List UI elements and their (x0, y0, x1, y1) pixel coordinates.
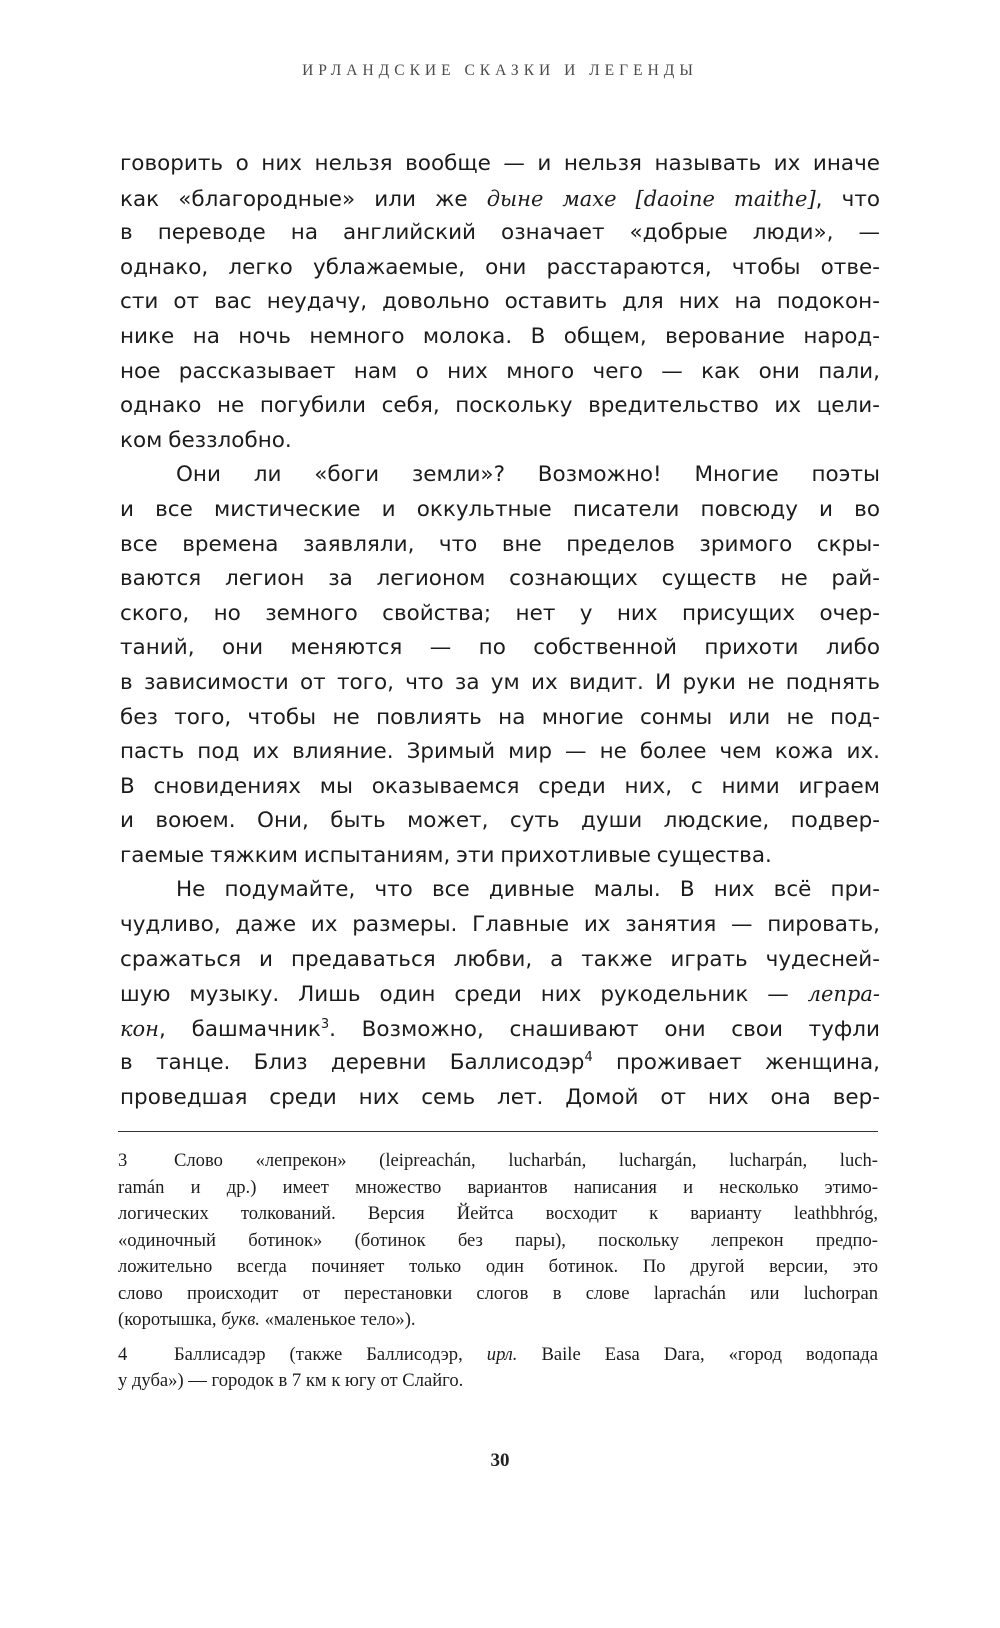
text-line: однако, легко ублажаемые, они расстараются, чтобы отве- (120, 254, 880, 280)
text-line: Не подумайте, что все дивные малы. В них всё при- (176, 877, 880, 903)
text-line: нике на ночь немного молока. В общем, верование народ- (120, 323, 880, 349)
footnote-number: 3 (118, 1150, 128, 1171)
footnote-line: 3 Слово «лепрекон» (leipreachán, lucharbán, luchargán, lucharpán, luch- (118, 1148, 878, 1175)
text-line: в переводе на английский означает «добрые люди», — (120, 220, 880, 246)
text-line: ского, но земного свойства; нет у них присущих очер- (120, 600, 880, 626)
footnote-line: «одиночный ботинок» (ботинок без пары), поскольку лепрекон предпо- (118, 1229, 878, 1251)
footnote-4 (118, 1342, 878, 1395)
text-line: В сновидениях мы оказываемся среди них, с ними играем (120, 773, 880, 799)
text-line: кон, башмачник$^3$. Возможно, снашивают они свои туфли (120, 1016, 880, 1042)
footnote-divider (118, 1131, 878, 1132)
footnote-line: ramán и др.) имеет множество вариантов написания и несколько этимо- (118, 1176, 878, 1198)
text-line: все времена заявляли, что вне пределов зримого скры- (120, 531, 880, 557)
footnote-3 (118, 1148, 878, 1334)
running-head: ИРЛАНДСКИЕ СКАЗКИ И ЛЕГЕНДЫ (302, 62, 698, 79)
main-text (120, 147, 880, 1116)
text-line: говорить о них нельзя вообще — и нельзя называть их иначе (120, 151, 880, 176)
text-line: и все мистические и оккультные писатели повсюду и во (120, 496, 880, 522)
italic-term: ирл. (486, 1343, 518, 1365)
footnote-line: у дуба») — городок в 7 км к югу от Слайго. (118, 1370, 464, 1391)
text-line: пасть под их влияние. Зримый мир — не более чем кожа их. (120, 739, 880, 765)
text-line: гаемые тяжким испытаниям, эти прихотливые существа. (120, 842, 772, 868)
footnote-line: ложительно всегда починяет только один ботинок. По другой версии, это (118, 1256, 878, 1277)
text-line: шую музыку. Лишь один среди них рукодельник — лепра- (120, 982, 880, 1008)
footnote-ref[interactable]: 4 (584, 1050, 593, 1066)
italic-term: лепра- (807, 982, 880, 1007)
footnote-line: (коротышка, букв. «маленькое тело»). (118, 1309, 416, 1330)
footnote-line: 4 Баллисадэр (также Баллисодэр, ирл. Baile Easa Dara, «город водопада (118, 1342, 878, 1369)
text-line: проведшая среди них семь лет. Домой от них она вер- (120, 1085, 880, 1111)
text-line: ком беззлобно. (120, 427, 292, 453)
italic-term: кон (120, 1016, 160, 1041)
footnote-line: слово происходит от перестановки слогов в слове laprachán или luchorpan (118, 1282, 878, 1304)
text-line: ваются легион за легионом сознающих существ не рай- (120, 566, 880, 592)
text-line: в танце. Близ деревни Баллисодэр$^4$ проживает женщина, (120, 1050, 880, 1076)
text-line: ное рассказывает нам о них много чего — как они пали, (120, 358, 880, 384)
footnote-line: логических толкований. Версия Йейтса восходит к варианту leathbhróg, (118, 1203, 878, 1224)
text-line: Они ли «боги земли»? Возможно! Многие поэты (176, 462, 880, 488)
text-line: сти от вас неудачу, довольно оставить для них на подокон- (120, 289, 880, 315)
text-line: сражаться и предаваться любви, а также играть чудесней- (120, 946, 880, 972)
italic-term: дыне махе [daoine maithe] (486, 186, 816, 211)
text-line: таний, они меняются — по собственной прихоти либо (120, 635, 880, 661)
text-line: в зависимости от того, что за ум их видит. И руки не поднять (120, 669, 880, 695)
text-line: и воюем. Они, быть может, суть души людские, подвер- (120, 808, 880, 834)
text-line: как «благородные» или же дыне махе [daoine maithe], что (120, 186, 880, 212)
italic-term: букв. (221, 1309, 260, 1330)
text-line: однако не погубили себя, поскольку вредительство их цели- (120, 393, 880, 419)
footnote-ref[interactable]: 3 (320, 1016, 330, 1032)
page-number: 30 (490, 1450, 510, 1471)
footnote-number: 4 (118, 1343, 128, 1365)
text-line: чудливо, даже их размеры. Главные их занятия — пировать, (120, 912, 880, 938)
text-line: без того, чтобы не повлиять на многие сонмы или не под- (120, 704, 880, 730)
footnotes (118, 1148, 878, 1403)
